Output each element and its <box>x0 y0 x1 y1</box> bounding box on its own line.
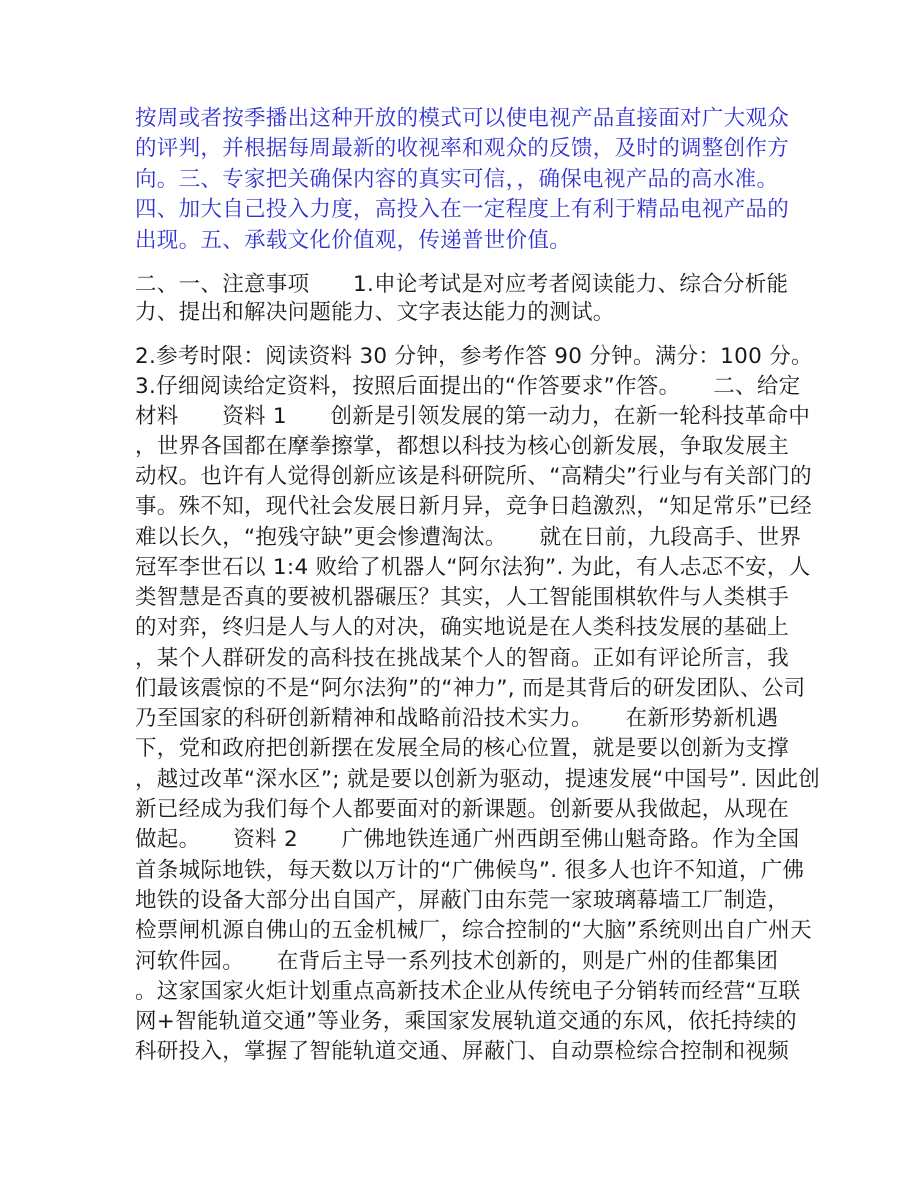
text-line: 乃至国家的科研创新精神和战略前沿技术实力。 在新形势新机遇 <box>135 706 779 731</box>
text-line: 事。殊不知，现代社会发展日新月异，竞争日趋激烈，“知足常乐”已经 <box>135 494 812 519</box>
text-line: 地铁的设备大部分出自国产，屏蔽门由东莞一家玻璃幕墙工厂制造， <box>135 888 790 913</box>
text-line: 做起。 资料 2 广佛地铁连通广州西朗至佛山魁奇路。作为全国 <box>135 827 800 852</box>
text-line: 网+智能轨道交通”等业务，乘国家发展轨道交通的东风，依托持续的 <box>135 1009 797 1034</box>
text-line: ，某个人群研发的高科技在挑战某个人的智商。正如有评论所言，我 <box>135 646 790 671</box>
text-line: 难以长久，“抱残守缺”更会惨遭淘汰。 就在日前，九段高手、世界 <box>135 525 802 550</box>
text-line: 河软件园。 在背后主导一系列技术创新的，则是广州的佳都集团 <box>135 949 779 974</box>
text-line: 们最该震惊的不是“阿尔法狗”的“神力”, 而是其背后的研发团队、公司 <box>135 676 806 701</box>
text-line: 的对弈，终归是人与人的对决，确实地说是在人类科技发展的基础上 <box>135 615 790 640</box>
text-line: 科研投入，掌握了智能轨道交通、屏蔽门、自动票检综合控制和视频 <box>135 1039 790 1064</box>
text-line: 新已经成为我们每个人都要面对的新课题。创新要从我做起，从现在 <box>135 797 790 822</box>
text-line: 的评判，并根据每周最新的收视率和观众的反馈，及时的调整创作方 <box>135 136 790 161</box>
text-line: 冠军李世石以 1:4 败给了机器人“阿尔法狗”. 为此，有人忐忑不安，人 <box>135 555 811 580</box>
text-line: 首条城际地铁，每天数以万计的“广佛候鸟”. 很多人也许不知道，广佛 <box>135 858 805 883</box>
text-line: 下，党和政府把创新摆在发展全局的核心位置，就是要以创新为支撑 <box>135 736 790 761</box>
text-line: 。这家国家火炬计划重点高新技术企业从传统电子分销转而经营“互联 <box>135 979 801 1004</box>
text-line: 向。三、专家把关确保内容的真实可信，，确保电视产品的高水准。 <box>135 167 779 192</box>
text-line: ，世界各国都在摩拳擦掌，都想以科技为核心创新发展，争取发展主 <box>135 434 790 459</box>
text-line: 3.仔细阅读给定资料，按照后面提出的“作答要求”作答。 二、给定 <box>135 374 801 399</box>
text-line: 力、提出和解决问题能力、文字表达能力的测试。 <box>135 300 615 325</box>
text-line: 按周或者按季播出这种开放的模式可以使电视产品直接面对广大观众 <box>135 106 790 131</box>
text-line: 出现。五、承载文化价值观，传递普世价值。 <box>135 228 572 253</box>
text-line: 2.参考时限：阅读资料 30 分钟，参考作答 90 分钟。满分：100 分。 <box>135 344 813 369</box>
text-line: 材料 资料 1 创新是引领发展的第一动力，在新一轮科技革命中 <box>135 404 811 429</box>
text-line: 动权。也许有人觉得创新应该是科研院所、“高精尖”行业与有关部门的 <box>135 464 812 489</box>
text-line: 类智慧是否真的要被机器碾压？其实，人工智能围棋软件与人类棋手 <box>135 585 790 610</box>
text-line: 二、一、注意事项 1.申论考试是对应考者阅读能力、综合分析能 <box>135 272 789 297</box>
text-line: 检票闸机源自佛山的五金机械厂，综合控制的“大脑”系统则出自广州天 <box>135 918 812 943</box>
text-line: 四、加大自己投入力度，高投入在一定程度上有利于精品电视产品的 <box>135 197 790 222</box>
text-line: ，越过改革“深水区”; 就是要以创新为驱动，提速发展“中国号”. 因此创 <box>135 767 821 792</box>
